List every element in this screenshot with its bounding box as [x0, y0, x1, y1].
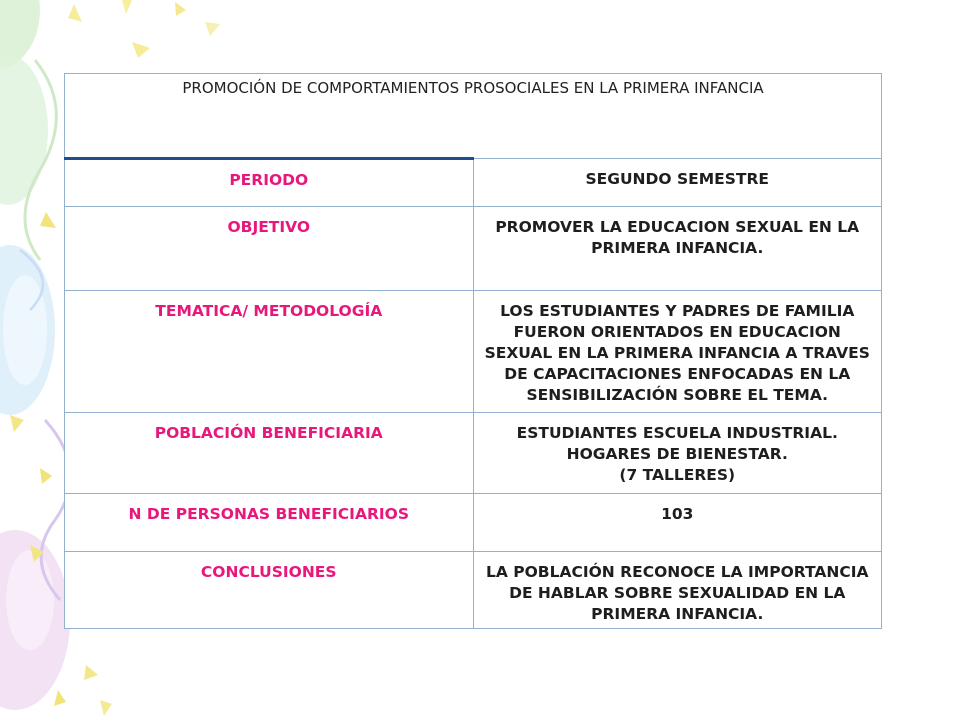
title-row	[65, 74, 882, 159]
document-title: PROMOCIÓN DE COMPORTAMIENTOS PROSOCIALES EN LA PRIMERA INFANCIA	[65, 74, 882, 159]
value-tematica	[473, 291, 882, 413]
balloon-decoration	[3, 275, 47, 385]
confetti-decoration	[10, 415, 24, 432]
value-line: (7 TALLERES)	[619, 466, 736, 484]
label-objetivo: OBJETIVO	[65, 207, 474, 291]
table-row	[65, 494, 882, 552]
table-row	[65, 413, 882, 494]
value-line: PROMOVER LA EDUCACION SEXUAL EN LA PRIMERA INFANCIA.	[495, 218, 860, 257]
value-objetivo	[473, 207, 882, 291]
label-conclusiones: CONCLUSIONES	[65, 552, 474, 629]
value-line: SEGUNDO SEMESTRE	[585, 170, 769, 188]
value-line: HOGARES DE BIENESTAR.	[566, 445, 788, 463]
table-row	[65, 159, 882, 207]
confetti-decoration	[175, 2, 186, 16]
balloon-decoration	[6, 550, 54, 650]
table-row	[65, 552, 882, 629]
value-line: LA POBLACIÓN RECONOCE LA IMPORTANCIA DE HABLAR SOBRE SEXUALIDAD EN LA PRIMERA INFANCIA.	[486, 563, 869, 623]
value-line: ESTUDIANTES ESCUELA INDUSTRIAL.	[516, 424, 838, 442]
confetti-decoration	[40, 212, 56, 228]
table-row	[65, 291, 882, 413]
value-periodo	[473, 159, 882, 207]
label-periodo: PERIODO	[65, 159, 474, 207]
value-personas	[473, 494, 882, 552]
confetti-decoration	[68, 4, 82, 22]
balloon-decoration	[0, 55, 48, 205]
info-table	[64, 73, 882, 629]
value-conclusiones	[473, 552, 882, 629]
confetti-decoration	[54, 690, 66, 706]
confetti-decoration	[100, 700, 112, 716]
confetti-decoration	[122, 0, 132, 14]
confetti-decoration	[40, 468, 52, 484]
value-poblacion	[473, 413, 882, 494]
confetti-decoration	[132, 42, 150, 58]
value-line: 103	[661, 505, 694, 523]
value-line: LOS ESTUDIANTES Y PADRES DE FAMILIA FUERON ORIENTADOS EN EDUCACION SEXUAL EN LA PRIMERA INFANCIA A TRAVES DE CAPACITACIONES ENFOCADAS EN LA SENSIBILIZACIÓN SOBRE EL TEMA.	[484, 302, 870, 404]
label-tematica: TEMATICA/ METODOLOGÍA	[65, 291, 474, 413]
label-poblacion: POBLACIÓN BENEFICIARIA	[65, 413, 474, 494]
confetti-decoration	[205, 22, 220, 36]
label-personas: N DE PERSONAS BENEFICIARIOS	[65, 494, 474, 552]
table-row	[65, 207, 882, 291]
confetti-decoration	[84, 665, 98, 680]
